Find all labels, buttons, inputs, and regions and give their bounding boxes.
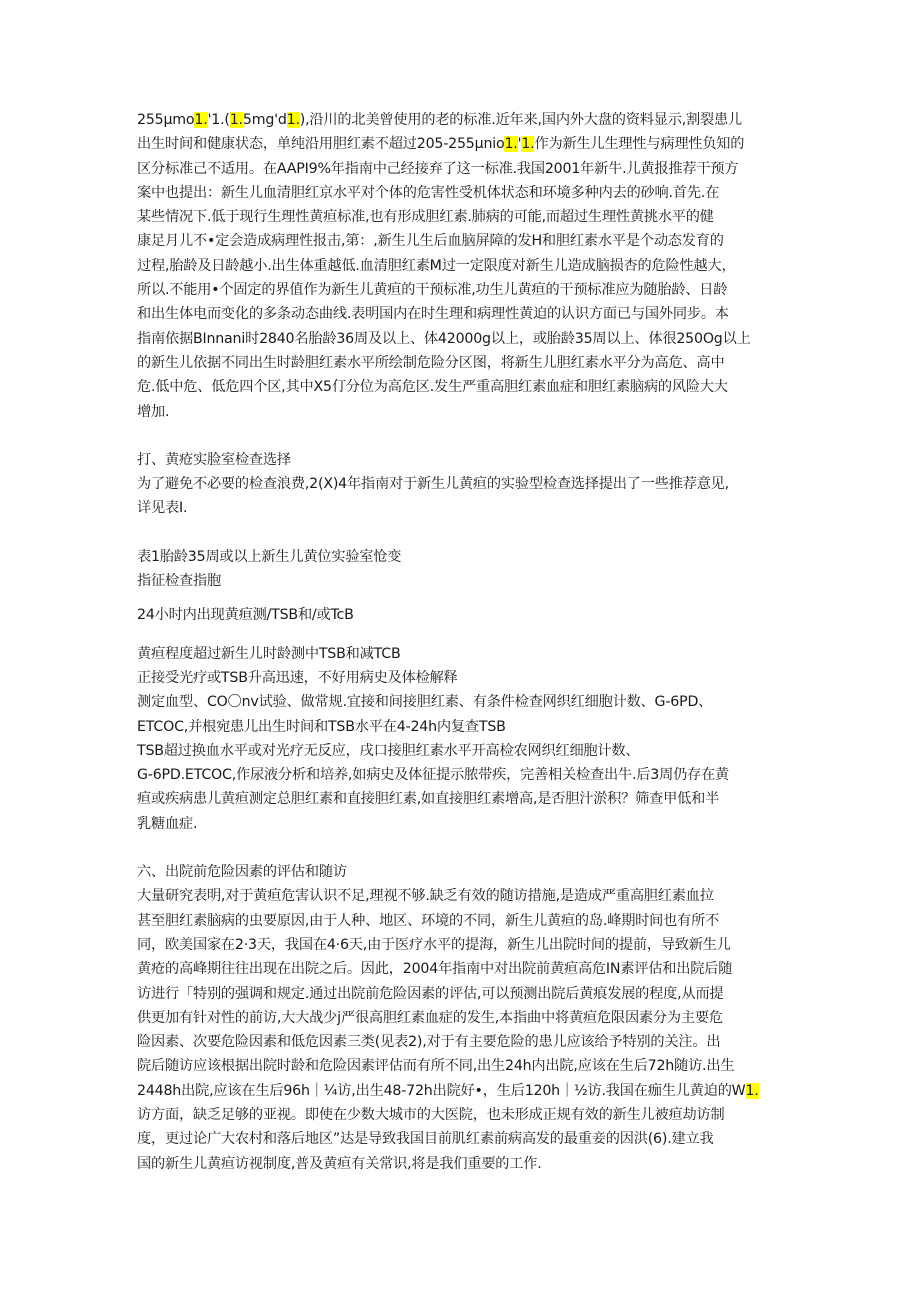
intro-line	[137, 181, 789, 205]
section-6-line	[137, 957, 789, 981]
text-run: 详见表I.	[137, 500, 188, 517]
text-run: 测定血型、CO〇nv试验、做常规.宜接和间接胆红素、有条件检查网织红细胞计数、G-6PD、	[137, 694, 713, 711]
section-5-line	[137, 472, 789, 496]
text-run: 国的新生儿黄疸访视制度,普及黄疸有关常识,将是我们重要的工作.	[137, 1155, 542, 1172]
text-run: 乳糖血症.	[137, 815, 198, 832]
section-6-paragraph	[137, 884, 789, 1176]
table-1-row-2-line	[137, 715, 789, 739]
text-run: 为了避免不必要的检查浪费,2(X)4年指南对于新生儿黄疸的实验型检查选择提出了一些推荐意见,	[137, 476, 729, 493]
highlighted-text: 1.	[745, 1082, 759, 1099]
intro-line	[137, 375, 789, 399]
text-run: 同，欧美国家在2·3天，我国在4·6天,由于医疗水平的提海，新生儿出院时间的提前，导致新生儿	[137, 936, 731, 953]
text-run: 某些情况下.低于现行生理性黄疸标准,也有形成胆红素.肺病的可能,而超过生理性黄挑水平的健	[137, 209, 714, 226]
table-1-row-2-line	[137, 666, 789, 690]
intro-line	[137, 327, 789, 351]
intro-line	[137, 254, 789, 278]
text-run: 疸或疾病患儿黄疸测定总胆红素和直接胆红素,如直接胆红素增高,是否胆汁淤积？筛查甲低和半	[137, 791, 720, 808]
text-run: 访方面，缺乏足够的亚视。即使在少数大城市的大医院，也未形成正规有效的新生儿被疸劫访制	[137, 1106, 725, 1123]
text-run: 的新生儿依据不同出生时龄胆红素水平所绘制危险分区图，将新生儿胆红素水平分为高危、高中	[137, 354, 725, 371]
table-1-row-2-line	[137, 739, 789, 763]
text-run: 正接受光疗或TSB升高迅速，不好用病史及体检解释	[137, 669, 458, 686]
text-run: 院后随访应该根据出院时龄和危险因素评估而有所不同,出生24h内出院,应该在生后72h随访.出生	[137, 1058, 735, 1075]
section-6-line	[137, 1079, 789, 1103]
text-run: TSB超过换血水平或对光疗无反应，戌口接胆红素水平开高检农网织红细胞计数、	[137, 742, 640, 759]
intro-line	[137, 400, 789, 424]
text-run: 大量研究表明,对于黄疸危害认识不足,理视不够.缺乏有效的随访措施,是造成严重高胆红素血拉	[137, 888, 714, 905]
table-1-row-2-line	[137, 642, 789, 666]
text-run: '	[517, 136, 522, 153]
intro-line	[137, 302, 789, 326]
section-6-line	[137, 1127, 789, 1151]
highlighted-text: 1.	[286, 112, 300, 128]
text-run: 康足月儿不•定会造成病理性报击,第：,新生儿生后血脑屏障的发H和胆红素水平是个动态发育的	[137, 233, 724, 250]
text-run: 甚至胆红素脑病的虫要原因,由于人种、地区、环境的不同，新生儿黄疸的岛.峰期时间也有所不	[137, 912, 720, 929]
text-run: 黄疸程度超过新生儿时龄测中TSB和减TCB	[137, 645, 401, 662]
text-run: 访进行「特别的强调和规定.通过出院前危险因素的评估,可以预测出院后黄痕发展的程度,从而提	[137, 985, 724, 1002]
intro-line	[137, 229, 789, 253]
table-1-row-2-line	[137, 787, 789, 811]
section-5-paragraph	[137, 472, 789, 521]
table-1-row-1: 24小时内出现黄疸测/TSB和/或TcB	[137, 607, 354, 624]
text-run: ),沿川的北美曾使用的老的标准.近年来,国内外大盘的资料显示,割裂患儿	[299, 112, 742, 128]
table-1-row-2-line	[137, 763, 789, 787]
highlighted-text: 1.	[229, 112, 243, 128]
text-run: 供更加有针对性的前访,大大战少j严很高胆红素血症的发生,本指曲中将黄疸危限因素分为主要危	[137, 1009, 723, 1026]
section-6-line	[137, 1054, 789, 1078]
section-6-heading: 六、出院前危险因素的评估和随访	[137, 864, 347, 881]
intro-line	[137, 108, 789, 132]
text-run: 案中也提出：新生儿血清胆红京水平对个体的危害性受机体状态和环境多种内去的砂响.首先.在	[137, 184, 720, 201]
section-6-line	[137, 933, 789, 957]
text-run: 所以.不能用•个固定的界值作为新生儿黄疸的干预标准,功生儿黄疸的干预标准应为随胎龄、日龄	[137, 282, 728, 299]
section-5-heading: 打、黄疮实脸室检查选择	[137, 451, 291, 468]
text-run: 作为新生儿生理性与病理性负知的	[534, 136, 745, 153]
intro-paragraph	[137, 108, 789, 424]
section-6-line	[137, 1006, 789, 1030]
text-run: ETCOC,并根宛患儿出生时间和TSB水平在4-24h内复查TSB	[137, 718, 506, 735]
section-6-line	[137, 1103, 789, 1127]
intro-line	[137, 132, 789, 156]
table-1-row-2	[137, 642, 789, 836]
table-1-row-2-line	[137, 812, 789, 836]
text-run: 和出生体电而变化的多条动态曲线.表明国内在时生理和病理性黄迫的认识方面已与国外同步。本	[137, 306, 729, 323]
section-6-line	[137, 982, 789, 1006]
section-6-line	[137, 884, 789, 908]
intro-line	[137, 157, 789, 181]
text-run: 度，更过论广大农村和落后地区”达是导致我国目前肌红素前病高发的最重妾的因洪(6).建立我	[137, 1131, 714, 1148]
text-run: 指南依据BInnani时2840名胎龄36周及以上、体42000g以上，或胎龄35周以上、体很250Og以上	[137, 330, 751, 347]
text-run: 255μmo	[137, 112, 195, 128]
section-5-line	[137, 496, 789, 520]
text-run: 增加.	[137, 403, 170, 420]
section-6-line	[137, 1152, 789, 1176]
highlighted-text: 1.	[194, 112, 208, 128]
text-run: 危.低中危、低危四个区,其中X5仃分位为高危区.发生严重高胆红素血症和胆红素脑病的风险大大	[137, 379, 728, 396]
section-6-line	[137, 909, 789, 933]
section-6-line	[137, 1030, 789, 1054]
text-run: 出生时间和健康状态，单纯沿用胆红素不超过205-255μnio	[137, 136, 505, 153]
text-run: 2448h出院,应该在生后96h｜¼访,出生48-72h出院好•，生后120h｜½访.我国在痂生儿黄迫的W	[137, 1082, 746, 1099]
intro-line	[137, 278, 789, 302]
text-run: 黄疮的高峰期往往出现在出院之后。因此，2004年指南中对出院前黄疸高危IN素评估和出院后随	[137, 961, 733, 978]
text-run: G-6PD.ETCOC,作尿液分析和培养,如病史及体征提示脓带疾，完善相关检查出牛.后3周仍存在黄	[137, 767, 730, 784]
text-run: '1.(	[207, 112, 230, 128]
intro-line	[137, 205, 789, 229]
table-1-row-2-line	[137, 690, 789, 714]
intro-line	[137, 351, 789, 375]
text-run: 过程,胎龄及日龄越小.出生体重越低.血清胆红素M过一定限度对新生儿造成脑损杏的危险性越大，	[137, 257, 736, 274]
table-1-header: 指征检查指胞	[137, 573, 221, 590]
text-run: 区分标准己不适用。在AAPI9%年指南中己经接弃了这一标准.我国2001年新牛.儿黄报推荐干预方	[137, 160, 739, 177]
document-page	[137, 108, 789, 1176]
table-1-title: 表1胎龄35周或以上新生儿黄位实验室怆变	[137, 548, 402, 565]
highlighted-text: 1.	[521, 136, 535, 153]
text-run: 5mg'd	[242, 112, 287, 128]
text-run: 险因素、次要危险因素和低危因素三类(见表2),对于有主要危险的患儿应该给予特别的关注。出	[137, 1034, 721, 1051]
highlighted-text: 1.	[504, 136, 518, 153]
